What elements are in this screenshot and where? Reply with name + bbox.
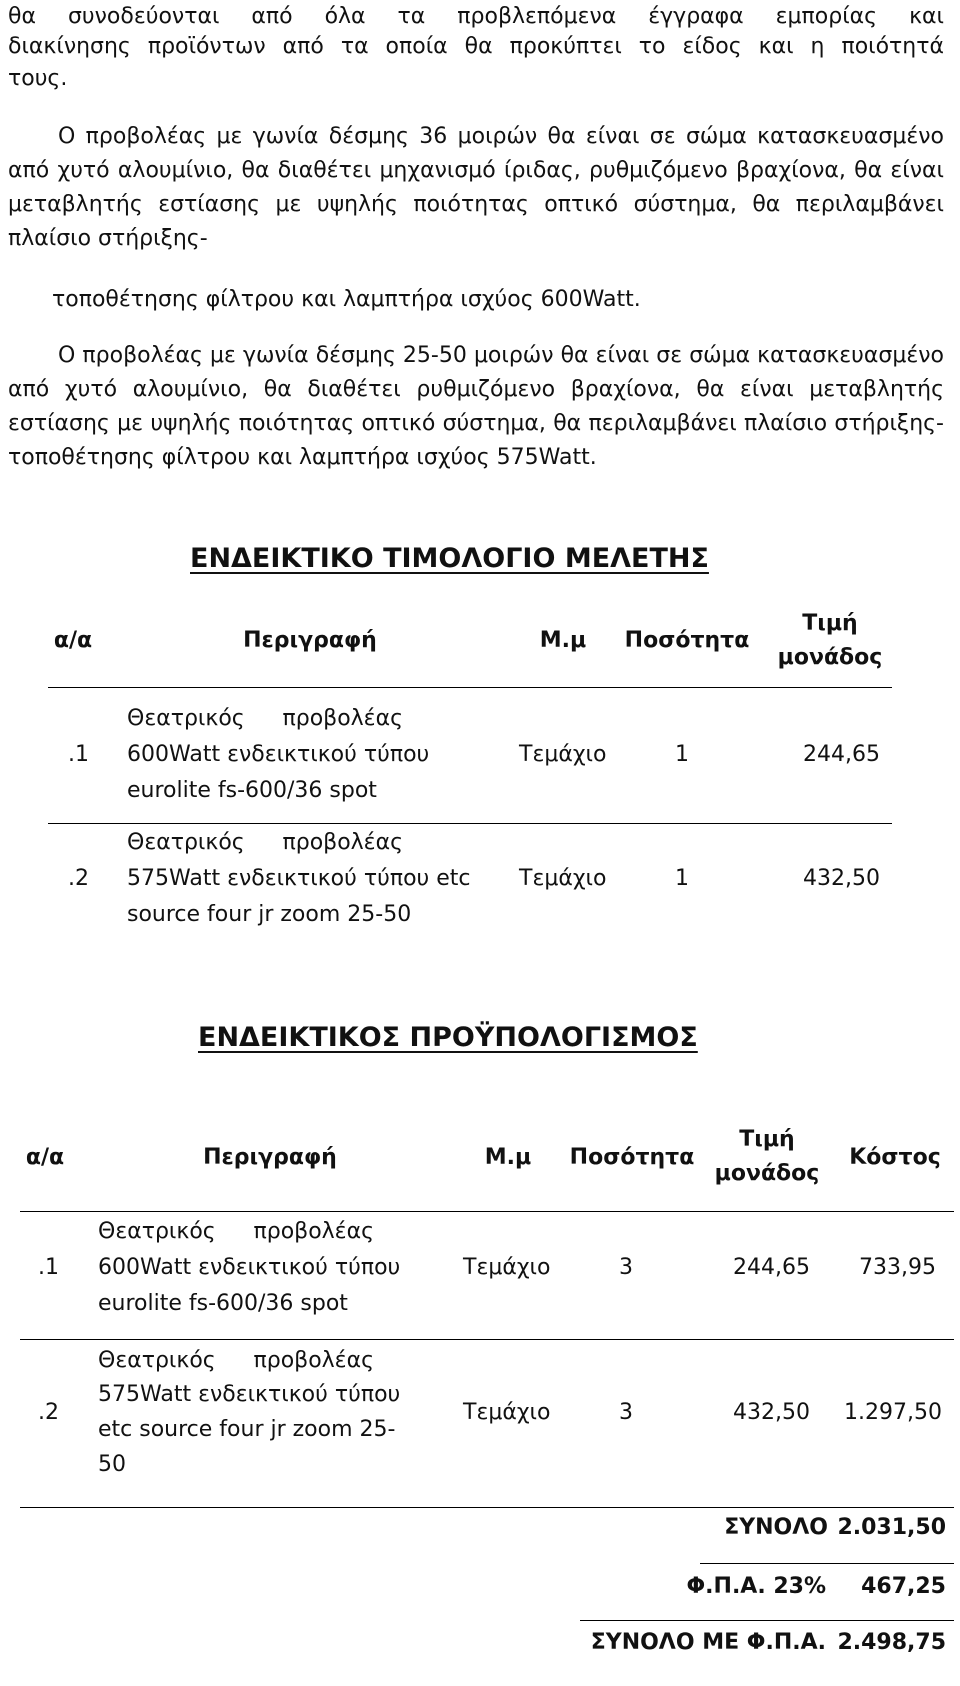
header-unit: Μ.μ xyxy=(539,628,587,653)
budget-header-divider xyxy=(20,1211,954,1212)
row-description-line3: etc source four jr zoom 25- xyxy=(98,1417,396,1442)
row-quantity: 1 xyxy=(675,742,689,767)
pricelist-header-divider xyxy=(48,687,892,688)
budget-title: ΕΝΔΕΙΚΤΙΚΟΣ ΠΡΟΫΠΟΛΟΓΙΣΜΟΣ xyxy=(198,1022,698,1053)
row-quantity: 1 xyxy=(675,866,689,891)
row-description-line2: 575Watt ενδεικτικού τύπου etc xyxy=(127,866,471,891)
header-aa: α/α xyxy=(53,628,93,653)
row-description-line2: 600Watt ενδεικτικού τύπου xyxy=(98,1255,401,1280)
header-unit: Μ.μ xyxy=(484,1145,532,1170)
row-description-line1: Θεατρικός προβολέας xyxy=(127,830,403,855)
grand-total-label: ΣΥΝΟΛΟ ΜΕ Φ.Π.Α. xyxy=(590,1630,826,1655)
intro-paragraph-600w: Ο προβολέας με γωνία δέσμης 36 μοιρών θα είναι σε σώμα κατασκευασμένο από χυτό αλουμίνιο, θα διαθέτει μηχανισμό ίριδας, ρυθμιζόμενο βραχίονα, θα είναι μεταβλητής εστίασης με υψηλής ποιότητας οπτικό σύστημα, θα περιλαμβάνει πλαίσιο στήριξης- xyxy=(8,124,944,251)
row-quantity: 3 xyxy=(619,1400,633,1425)
header-description: Περιγραφή xyxy=(243,628,377,653)
intro-paragraph-575w: Ο προβολέας με γωνία δέσμης 25-50 μοιρών θα είναι σε σώμα κατασκευασμένο από χυτό αλουμίνιο, θα διαθέτει ρυθμιζόμενο βραχίονα, θα είναι μεταβλητής εστίασης με υψηλής ποιότητας οπτικό σύστημα, θα περιλαμβάνει πλαίσιο στήριξης-τοποθέτησης φίλτρου και λαμπτήρα ισχύος 575Watt. xyxy=(8,343,944,470)
row-unit: Τεμάχιο xyxy=(519,866,607,891)
intro-p1-line2: διακίνησης προϊόντων από τα οποία θα προκύπτει το είδος και η ποιότητά xyxy=(8,34,944,59)
sum-label: ΣΥΝΟΛΟ xyxy=(724,1515,828,1540)
row-description-line1: Θεατρικός προβολέας xyxy=(98,1219,374,1244)
header-unit-price-line1: Τιμή xyxy=(802,611,858,636)
header-unit-price-line2: μονάδος xyxy=(714,1161,820,1186)
vat-label: Φ.Π.Α. 23% xyxy=(686,1574,826,1599)
row-description-line4: 50 xyxy=(98,1452,126,1477)
intro-paragraph-600w-continuation: τοποθέτησης φίλτρου και λαμπτήρα ισχύος 600Watt. xyxy=(52,287,641,312)
pricelist-title: ΕΝΔΕΙΚΤΙΚΟ ΤΙΜΟΛΟΓΙΟ ΜΕΛΕΤΗΣ xyxy=(190,543,709,574)
row-aa: .2 xyxy=(38,1400,59,1425)
row-unit: Τεμάχιο xyxy=(519,742,607,767)
row-cost: 733,95 xyxy=(859,1255,936,1280)
row-description-line3: source four jr zoom 25-50 xyxy=(127,902,412,927)
row-aa: .2 xyxy=(68,866,89,891)
row-aa: .1 xyxy=(68,742,89,767)
totals-divider xyxy=(580,1620,954,1621)
budget-row-divider xyxy=(20,1507,954,1508)
header-quantity: Ποσότητα xyxy=(624,628,750,653)
row-unit-price: 244,65 xyxy=(803,742,880,767)
row-unit-price: 432,50 xyxy=(733,1400,810,1425)
header-unit-price-line2: μονάδος xyxy=(777,645,883,670)
row-description-line3: eurolite fs-600/36 spot xyxy=(127,778,377,803)
intro-p1-line3: τους. xyxy=(8,66,68,91)
header-quantity: Ποσότητα xyxy=(569,1145,695,1170)
header-description: Περιγραφή xyxy=(203,1145,337,1170)
header-unit-price-line1: Τιμή xyxy=(739,1127,795,1152)
intro-p1-line1: θα συνοδεύονται από όλα τα προβλεπόμενα έγγραφα εμπορίας και xyxy=(8,4,944,29)
row-cost: 1.297,50 xyxy=(844,1400,942,1425)
row-description-line2: 600Watt ενδεικτικού τύπου xyxy=(127,742,430,767)
totals-divider xyxy=(700,1563,954,1564)
row-unit: Τεμάχιο xyxy=(463,1255,551,1280)
budget-row-divider xyxy=(20,1339,954,1340)
header-cost: Κόστος xyxy=(849,1145,941,1170)
sum-value: 2.031,50 xyxy=(837,1515,946,1540)
row-description-line1: Θεατρικός προβολέας xyxy=(98,1348,374,1373)
row-description-line1: Θεατρικός προβολέας xyxy=(127,706,403,731)
pricelist-row-divider xyxy=(48,823,892,824)
vat-value: 467,25 xyxy=(861,1574,946,1599)
row-aa: .1 xyxy=(38,1255,59,1280)
row-description-line2: 575Watt ενδεικτικού τύπου xyxy=(98,1382,401,1407)
row-quantity: 3 xyxy=(619,1255,633,1280)
header-aa: α/α xyxy=(25,1145,65,1170)
grand-total-value: 2.498,75 xyxy=(837,1630,946,1655)
row-unit: Τεμάχιο xyxy=(463,1400,551,1425)
row-unit-price: 244,65 xyxy=(733,1255,810,1280)
row-unit-price: 432,50 xyxy=(803,866,880,891)
row-description-line3: eurolite fs-600/36 spot xyxy=(98,1291,348,1316)
